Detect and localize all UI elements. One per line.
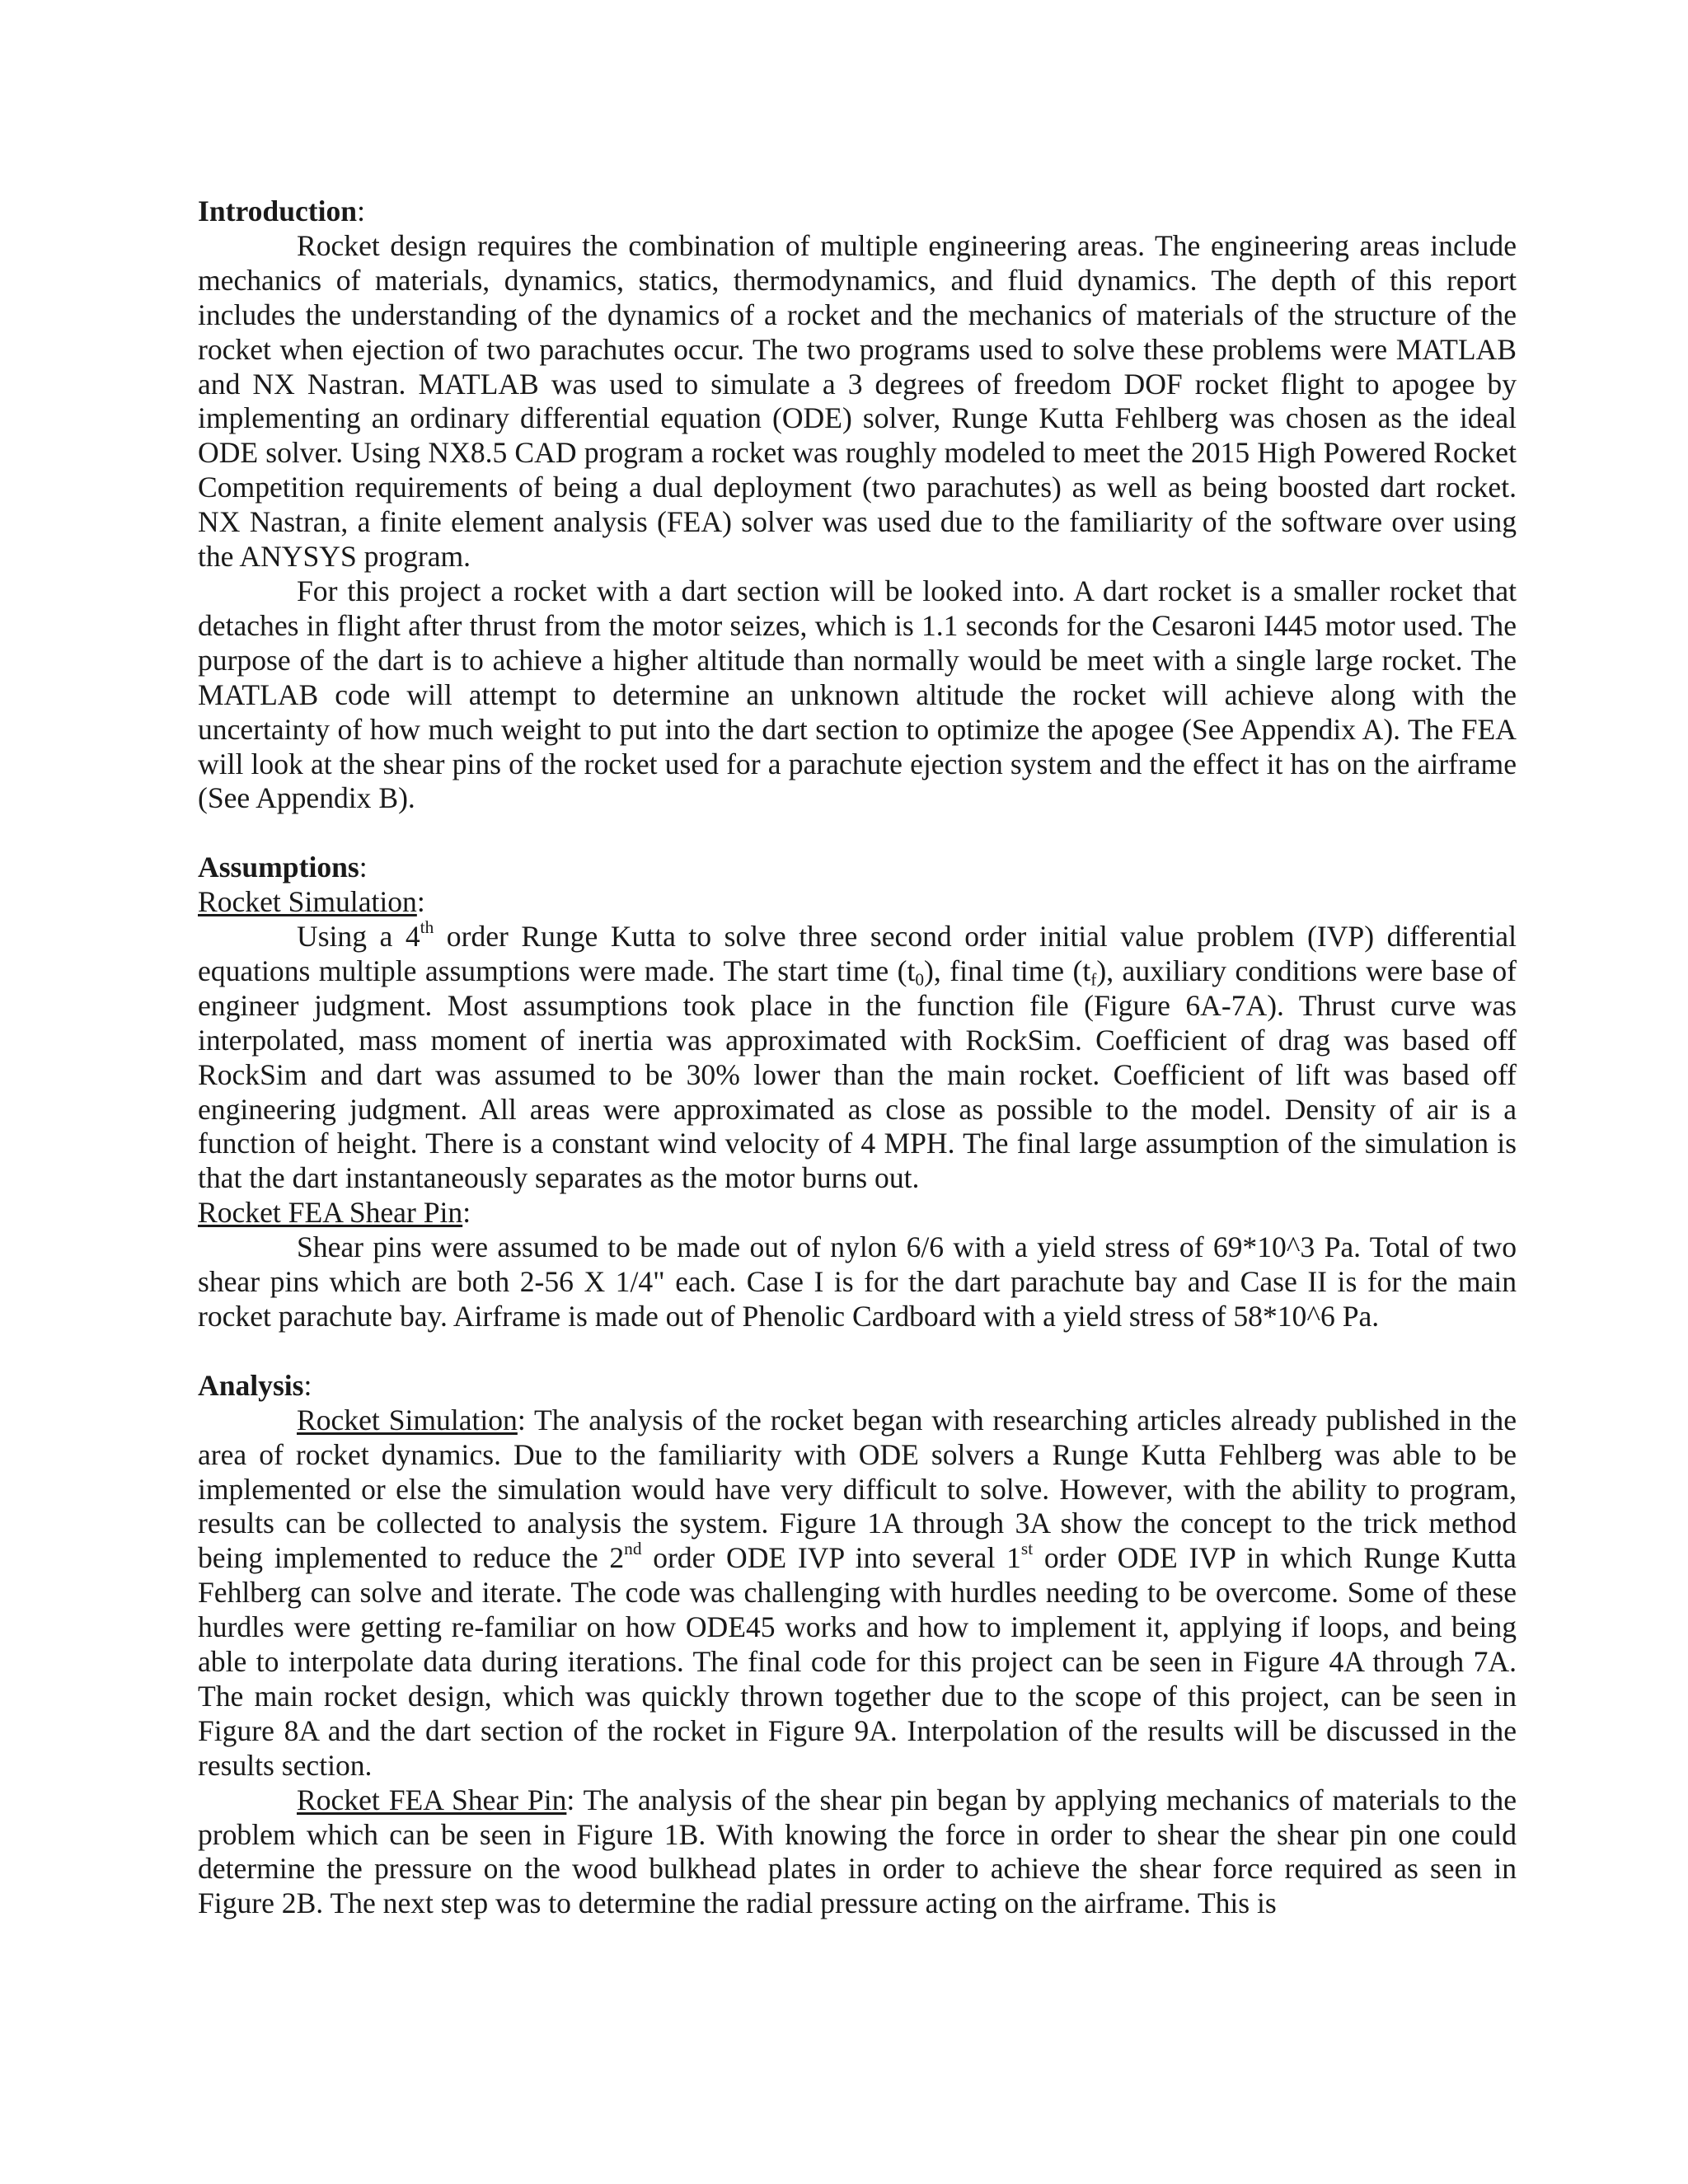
- analysis-rocket-fea-subheading: Rocket FEA Shear Pin: [297, 1783, 567, 1816]
- analysis-rocket-simulation-subheading: Rocket Simulation: [297, 1403, 518, 1436]
- introduction-heading: Introduction:: [198, 194, 365, 227]
- introduction-paragraph-1: Rocket design requires the combination of multiple engineering areas. The engineering areas include mechanics of materials, dynamics, statics, thermodynamics, and fluid dynamics. The depth of this report includes the understanding of the dynamics of a rocket and the mechanics of materials of the structure of the rocket when ejection of two parachutes occur. The two programs used to solve these problems were MATLAB and NX Nastran. MATLAB was used to simulate a 3 degrees of freedom DOF rocket flight to apogee by implementing an ordinary differential equation (ODE) solver, Runge Kutta Fehlberg was chosen as the ideal ODE solver. Using NX8.5 CAD program a rocket was roughly modeled to meet the 2015 High Powered Rocket Competition requirements of being a dual deployment (two parachutes) as well as being boosted dart rocket. NX Nastran, a finite element analysis (FEA) solver was used due to the familiarity of the software over using the ANYSYS program.: [198, 228, 1517, 574]
- introduction-paragraph-2: For this project a rocket with a dart section will be looked into. A dart rocket is a smaller rocket that detaches in flight after thrust from the motor seizes, which is 1.1 seconds for the Cesaroni I445 motor used. The purpose of the dart is to achieve a higher altitude than normally would be meet with a single large rocket. The MATLAB code will attempt to determine an unknown altitude the rocket will achieve along with the uncertainty of how much weight to put into the dart section to optimize the apogee (See Appendix A). The FEA will look at the shear pins of the rocket used for a parachute ejection system and the effect it has on the airframe (See Appendix B).: [198, 574, 1517, 815]
- assumptions-rocket-simulation-subheading: Rocket Simulation:: [198, 885, 425, 919]
- assumptions-rocket-fea-subheading: Rocket FEA Shear Pin:: [198, 1196, 471, 1230]
- section-spacer: [198, 1334, 1517, 1369]
- analysis-rocket-fea-paragraph: Rocket FEA Shear Pin: The analysis of the shear pin began by applying mechanics of materials to the problem which can be seen in Figure 1B. With knowing the force in order to shear the shear pin one could determine the pressure on the wood bulkhead plates in order to achieve the shear force required as seen in Figure 2B. The next step was to determine the radial pressure acting on the airframe. This is: [198, 1783, 1517, 1920]
- analysis-heading: Analysis:: [198, 1368, 312, 1402]
- assumptions-rocket-fea-paragraph: Shear pins were assumed to be made out of nylon 6/6 with a yield stress of 69*10^3 Pa. Total of two shear pins which are both 2-56 X 1/4" each. Case I is for the dart parachute bay and Case II is for the main rocket parachute bay. Airframe is made out of Phenolic Cardboard with a yield stress of 58*10^6 Pa.: [198, 1230, 1517, 1333]
- document-page: [198, 194, 1517, 1921]
- assumptions-rocket-simulation-paragraph: Using a 4th order Runge Kutta to solve three second order initial value problem (IVP) differential equations multiple assumptions were made. The start time $(t_0)$, final time $(t_f)$, auxiliary conditions were base of engineer judgment. Most assumptions took place in the function file (Figure 6A-7A). Thrust curve was interpolated, mass moment of inertia was approximated with RockSim. Coefficient of drag was based off RockSim and dart was assumed to be 30% lower than the main rocket. Coefficient of lift was based off engineering judgment. All areas were approximated as close as possible to the model. Density of air is a function of height. There is a constant wind velocity of 4 MPH. The final large assumption of the simulation is that the dart instantaneously separates as the motor burns out.: [198, 917, 1517, 1195]
- assumptions-heading: Assumptions:: [198, 851, 368, 884]
- section-spacer: [198, 816, 1517, 851]
- analysis-rocket-simulation-paragraph: Rocket Simulation: The analysis of the rocket began with researching articles already published in the area of rocket dynamics. Due to the familiarity with ODE solvers a Runge Kutta Fehlberg was able to be implemented or else the simulation would have very difficult to solve. However, with the ability to program, results can be collected to analysis the system. Figure 1A through 3A show the concept to the trick method being implemented to reduce the 2nd order ODE IVP into several 1st order ODE IVP in which Runge Kutta Fehlberg can solve and iterate. The code was challenging with hurdles needing to be overcome. Some of these hurdles were getting re-familiar on how ODE45 works and how to implement it, applying if loops, and being able to interpolate data during iterations. The final code for this project can be seen in Figure 4A through 7A. The main rocket design, which was quickly thrown together due to the scope of this project, can be seen in Figure 8A and the dart section of the rocket in Figure 9A. Interpolation of the results will be discussed in the results section.: [198, 1403, 1517, 1782]
